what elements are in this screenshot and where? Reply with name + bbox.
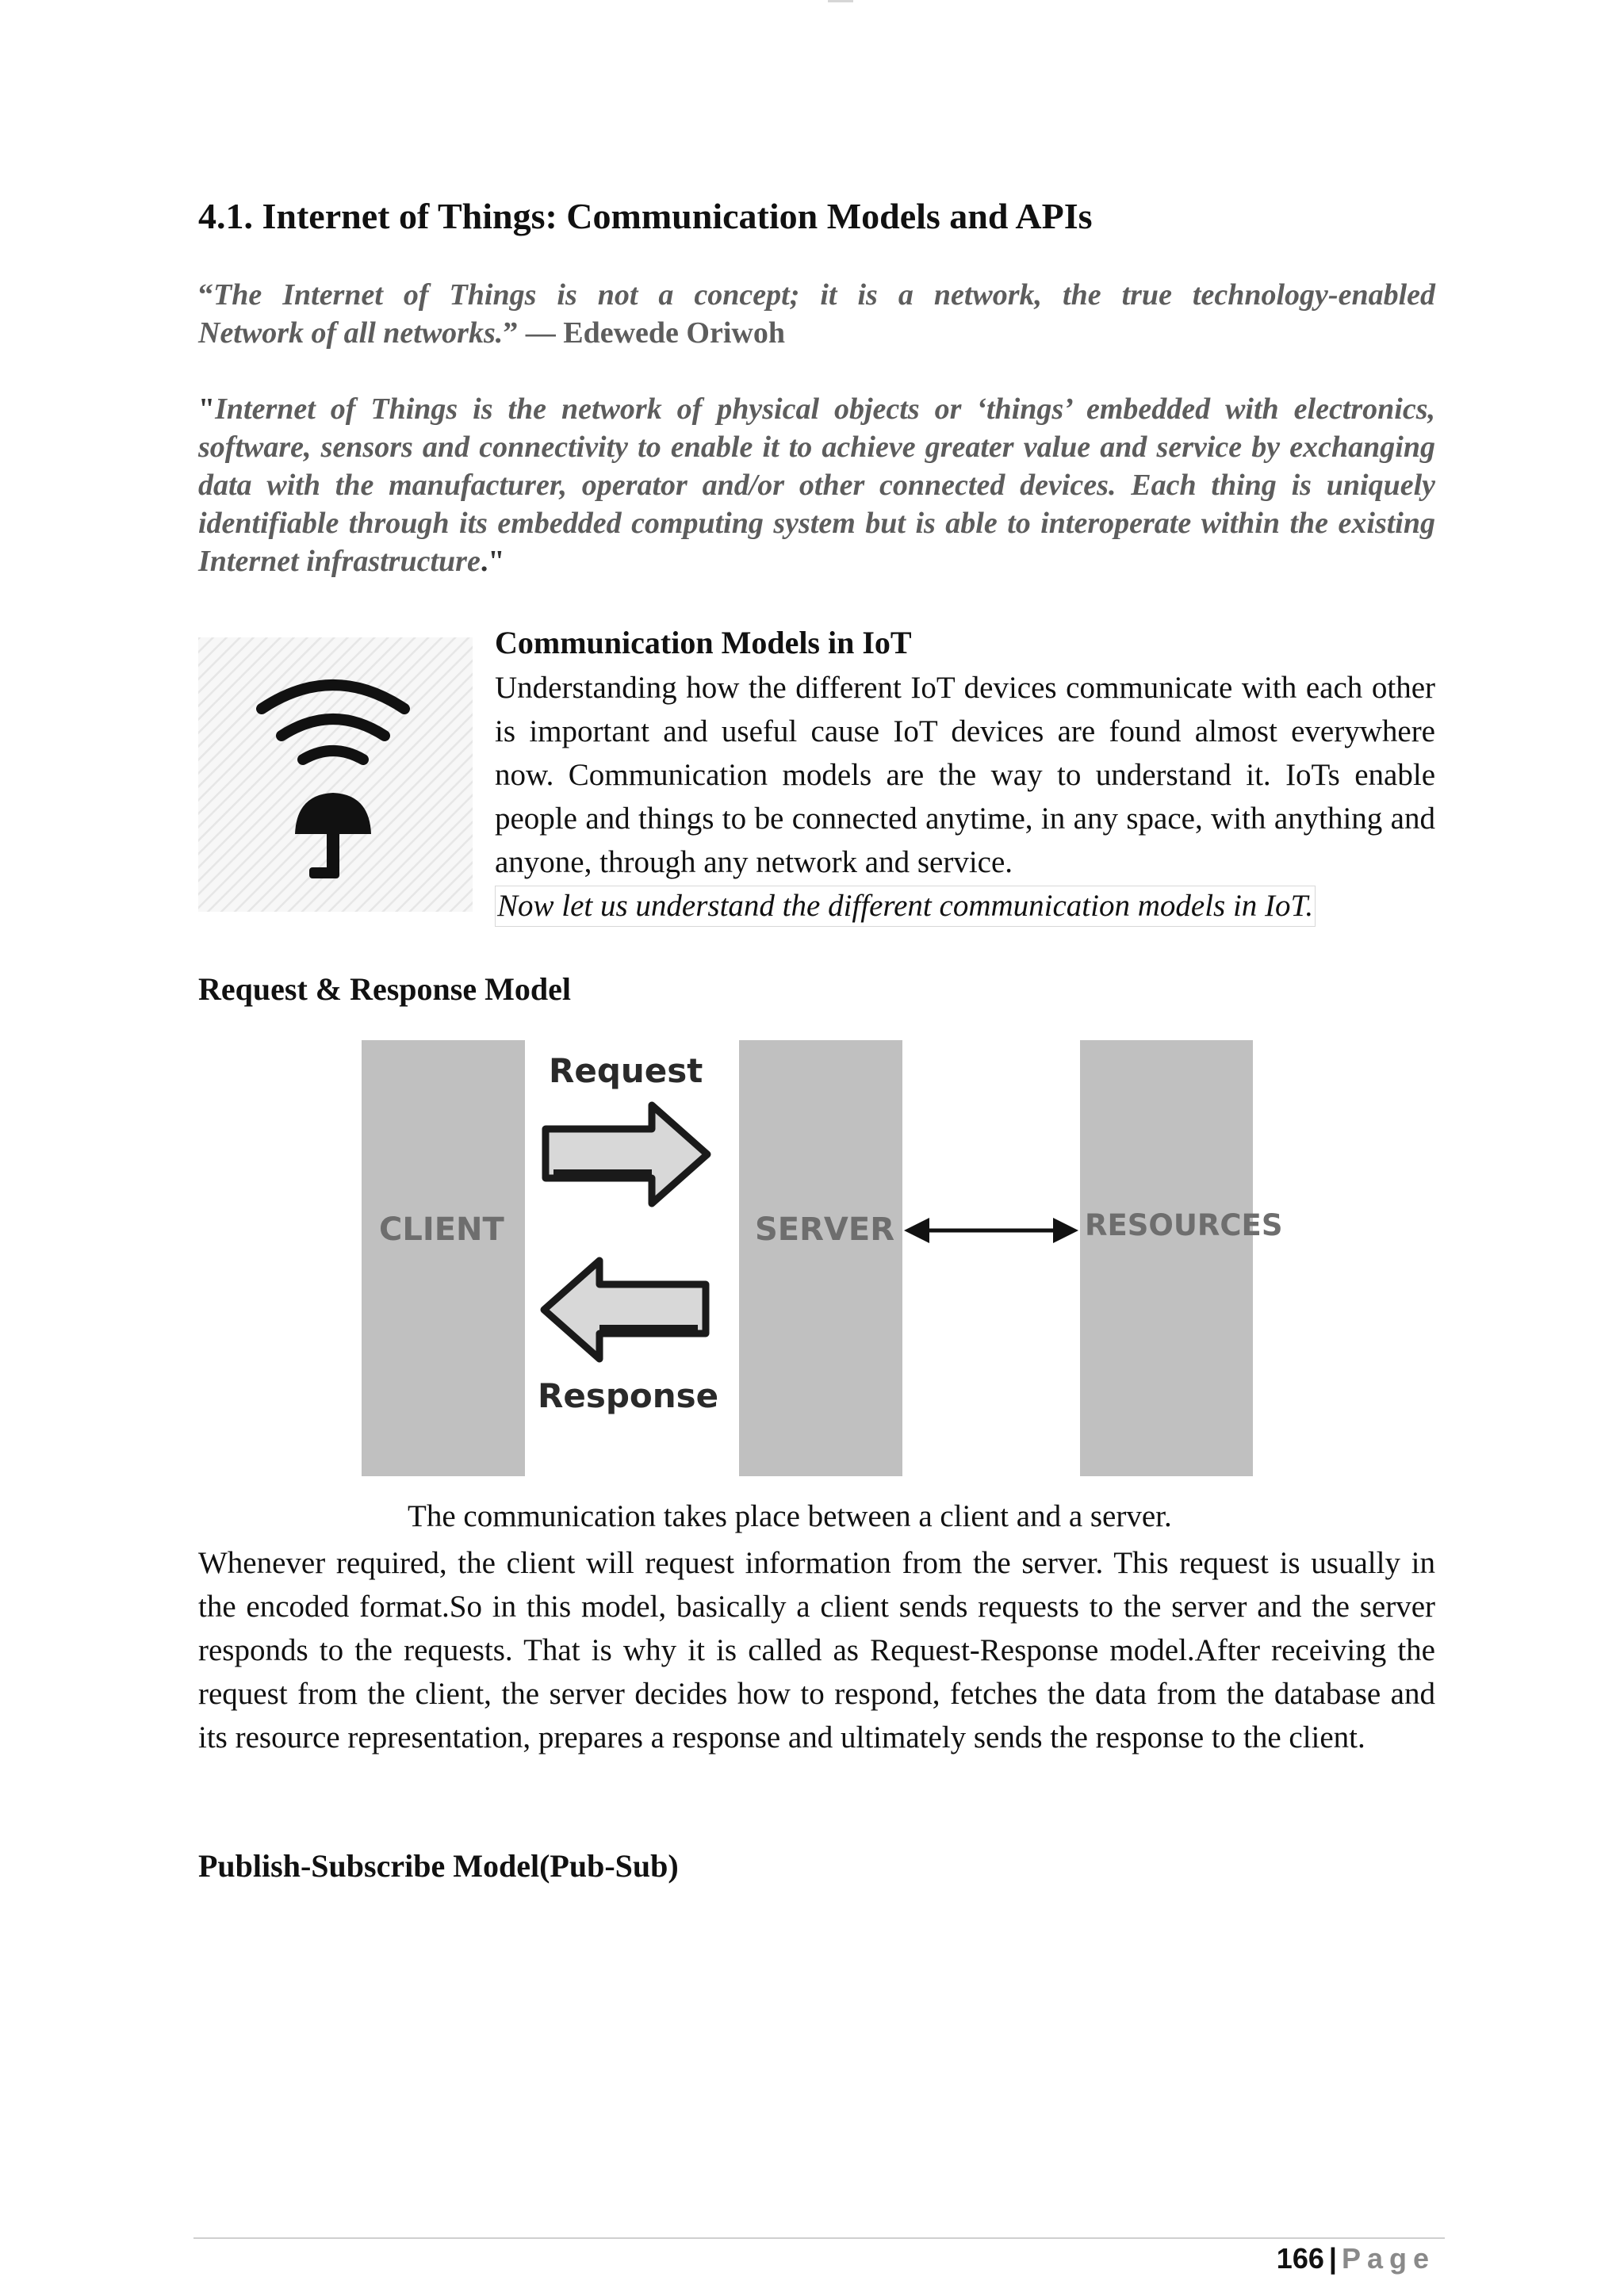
definition-text: Internet of Things is the network of physical objects or ‘things’ embedded with electronics, software, sensors and connectivity to enable it to achieve greater value and service by exchanging data with the manufacturer, operator and/or other connected devices. Each thing is uniquely identifiable through its embedded computing system but is able to interoperate within the existing Internet infrastructure [198, 392, 1435, 578]
diagram-caption: The communication takes place between a client and a server. [408, 1499, 1172, 1533]
iot-definition-quote [198, 390, 1435, 580]
request-response-heading: Request & Response Model [198, 971, 571, 1007]
definition-open-mark: " [198, 392, 216, 426]
communication-models-section [495, 620, 1435, 927]
footer-separator: | [1328, 2242, 1337, 2275]
pub-sub-heading: Publish-Subscribe Model(Pub-Sub) [198, 1848, 679, 1884]
request-arrow-icon [546, 1105, 707, 1203]
section-heading: 4.1. Internet of Things: Communication Models and APIs [198, 196, 1093, 236]
request-response-diagram [362, 1040, 1283, 1476]
request-response-paragraph: Whenever required, the client will request information from the server. This request is usually in the encoded format.So in this model, basically a client sends requests to the server and the server responds to the requests. That is why it is called as Request-Response model.After receiving the request from the client, the server decides how to respond, fetches the data from the database and its resource representation, prepares a response and ultimately sends the response to the client. [198, 1546, 1435, 1755]
definition-close-mark: ." [480, 545, 505, 578]
oriwoh-quote [198, 276, 1435, 352]
response-label: Response [538, 1376, 719, 1415]
iot-wifi-tree-icon [198, 637, 473, 912]
page-footer [1277, 2242, 1435, 2275]
client-label: CLIENT [379, 1211, 504, 1248]
communication-models-body: Understanding how the different IoT devices communicate with each other is important and useful cause IoT devices are found almost everywhere now. Communication models are the way to understand it. IoTs enable people and things to be connected anytime, in any space, with anything and anyone, through any network and service. [495, 671, 1435, 879]
communication-models-title: Communication Models in IoT [495, 625, 912, 660]
quote-line-1 [198, 276, 1435, 314]
request-label: Request [549, 1051, 703, 1090]
page-label: Page [1341, 2242, 1435, 2275]
server-label: SERVER [755, 1211, 895, 1248]
footer-divider [193, 2237, 1445, 2239]
quote-open-mark: “ [198, 278, 213, 312]
diagram-arrows [362, 1040, 1253, 1476]
quote-text-line-2: Network of all networks. [198, 316, 504, 350]
resources-label: RESOURCES [1085, 1208, 1283, 1242]
quote-line-2 [198, 314, 1435, 352]
server-resources-arrow-icon [904, 1218, 1078, 1243]
quote-close-mark: ” [503, 316, 519, 350]
top-scan-mark [828, 0, 853, 2]
response-arrow-icon [544, 1261, 706, 1359]
quote-text-line-1: The Internet of Things is not a concept; it is a network, the true technology-enabled [213, 278, 1435, 312]
quote-author: — Edewede Oriwoh [518, 316, 785, 350]
page-number: 166 [1276, 2242, 1324, 2275]
communication-models-note: Now let us understand the different communication models in IoT. [495, 886, 1316, 927]
